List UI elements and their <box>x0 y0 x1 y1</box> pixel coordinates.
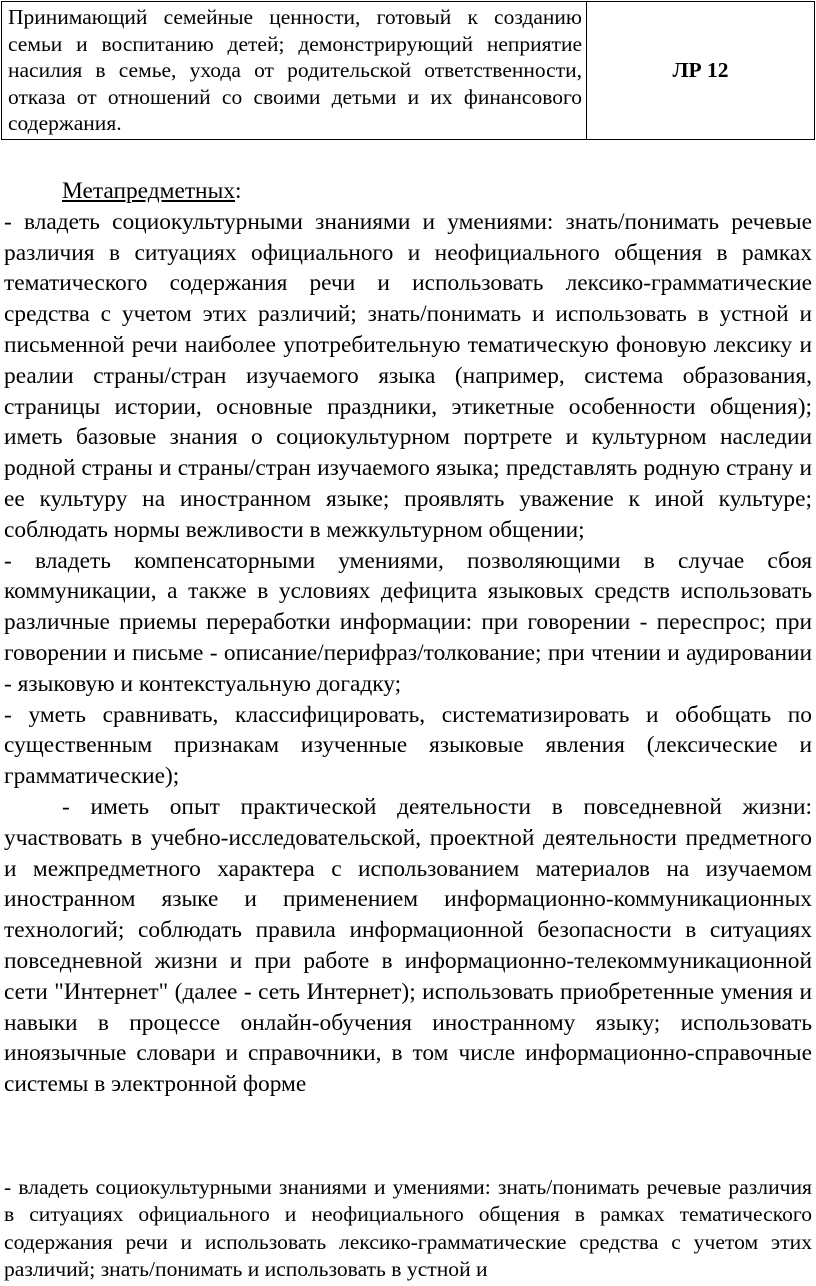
section-heading-line <box>4 176 812 207</box>
paragraph-sociocultural: - владеть социокультурными знаниями и умениями: знать/понимать речевые различия в ситуациях официального и неофициального общения в рамках тематического содержания речи и использовать лексико-грамматические средства с учетом этих различий; знать/понимать и использовать в устной и письменной речи наиболее употребительную тематическую фоновую лексику и реалии страны/стран изучаемого языка (например, система образования, страницы истории, основные праздники, этикетные особенности общения); иметь базовые знания о социокультурном портрете и культурном наследии родной страны и страны/стран изучаемого языка; представлять родную страну и ее культуру на иностранном языке; проявлять уважение к иной культуре; соблюдать нормы вежливости в межкультурном общении; <box>4 208 812 543</box>
section-heading: Метапредметных <box>62 178 235 204</box>
metasubject-section <box>4 176 812 1100</box>
paragraph-compare: - уметь сравнивать, классифицировать, систематизировать и обобщать по существенным признакам изученные языковые явления (лексические и грамматические); <box>4 701 812 790</box>
repeated-section <box>4 1174 812 1284</box>
result-code-cell: ЛР 12 <box>587 2 815 140</box>
table-row <box>2 2 815 140</box>
personal-results-table <box>1 1 815 140</box>
result-description-cell: Принимающий семейные ценности, готовый к созданию семьи и воспитанию детей; демонстрирующий неприятие насилия в семье, ухода от родительской ответственности, отказа от отношений со своими детьми и их финансового содержания. <box>2 2 587 140</box>
paragraph-compensatory: - владеть компенсаторными умениями, позволяющими в случае сбоя коммуникации, а также в условиях дефицита языковых средств использовать различные приемы переработки информации: при говорении - переспрос; при говорении и письме - описание/перифраз/толкование; при чтении и аудировании - языковую и контекстуальную догадку; <box>4 547 812 697</box>
paragraph-sociocultural-repeat: - владеть социокультурными знаниями и умениями: знать/понимать речевые различия в ситуациях официального и неофициального общения в рамках тематического содержания речи и использовать лексико-грамматические средства с учетом этих различий; знать/понимать и использовать в устной и <box>4 1175 812 1282</box>
paragraph-practice: - иметь опыт практической деятельности в повседневной жизни: участвовать в учебно-исследовательской, проектной деятельности предметного и межпредметного характера с использованием материалов на изучаемом иностранном языке и применением информационно-коммуникационных технологий; соблюдать правила информационной безопасности в ситуациях повседневной жизни и при работе в информационно-телекоммуникационной сети "Интернет" (далее - сеть Интернет); использовать приобретенные умения и навыки в процессе онлайн-обучения иностранному языку; использовать иноязычные словари и справочники, в том числе информационно-справочные системы в электронной форме <box>4 793 812 1098</box>
section-heading-colon: : <box>234 178 242 204</box>
